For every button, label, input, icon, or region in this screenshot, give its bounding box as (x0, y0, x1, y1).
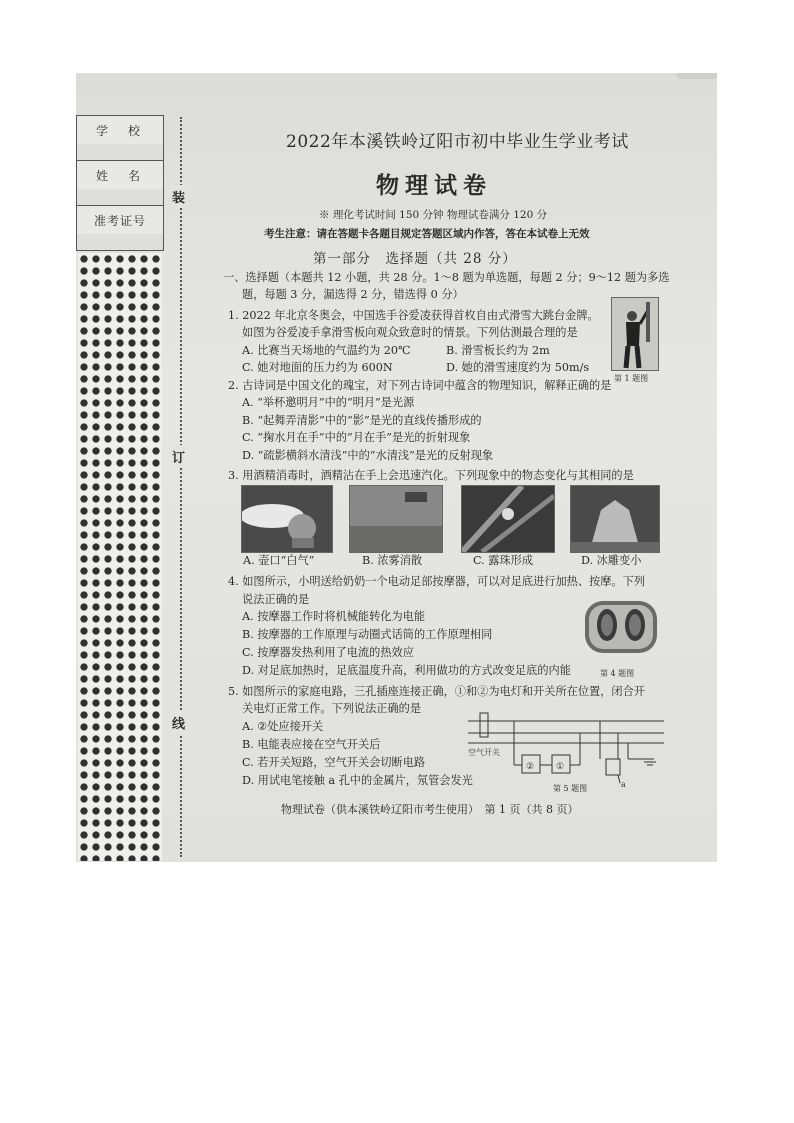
part-heading: 第一部分 选择题（共 28 分） (313, 251, 517, 267)
q4-option-a: A. 按摩器工作时将机械能转化为电能 (242, 610, 426, 623)
section-line-2: 题，每题 3 分，漏选得 2 分，错选得 0 分） (242, 288, 464, 301)
q5-option-d: D. 用试电笔接触 a 孔中的金属片，氖管会发光 (242, 774, 473, 787)
q1-stem-2: 如图为谷爱凌手拿滑雪板向观众致意时的情景。下列估测最合理的是 (242, 326, 578, 339)
q2-option-d: D. “疏影横斜水清浅”中的“水清浅”是光的反射现象 (242, 449, 494, 462)
exam-id-field (76, 234, 164, 251)
scanned-page (76, 73, 717, 862)
q5-stem-1: 5. 如图所示的家庭电路，三孔插座连接正确，①和②为电灯和开关所在位置，闭合开 (228, 685, 645, 698)
name-label-box (76, 160, 164, 190)
q3-option-d: D. 冰雕变小 (581, 554, 642, 567)
exam-subtitle: 物理试卷 (376, 172, 492, 199)
page-footer: 物理试卷（供本溪铁岭辽阳市考生使用） 第 1 页（共 8 页） (281, 803, 579, 816)
q4-option-d: D. 对足底加热时，足底温度升高，利用做功的方式改变足底的内能 (242, 664, 571, 677)
q2-option-a: A. “举杯邀明月”中的“明月”是光源 (242, 396, 415, 409)
q3-image-b-fog (349, 485, 443, 553)
binding-line (180, 117, 182, 857)
exam-id-label: 准考证号 (93, 213, 146, 228)
q5-option-a: A. ②处应接开关 (242, 720, 324, 733)
q2-option-c: C. “掬水月在手”中的“月在手”是光的折射现象 (242, 431, 471, 444)
school-label-box (76, 115, 164, 145)
q4-option-c: C. 按摩器发热利用了电流的热效应 (242, 646, 414, 659)
q1-option-b: B. 滑雪板长约为 2m (446, 344, 550, 357)
q5-option-b: B. 电能表应接在空气开关后 (242, 738, 381, 751)
q1-skier-photo (611, 297, 659, 371)
q3-stem: 3. 用酒精消毒时，酒精沾在手上会迅速汽化。下列现象中的物态变化与其相同的是 (228, 469, 634, 482)
q2-option-b: B. “起舞弄清影”中的“影”是光的直线传播形成的 (242, 414, 482, 427)
q1-option-d: D. 她的滑雪速度约为 50m/s (446, 361, 590, 374)
q4-caption: 第 4 题图 (600, 669, 635, 678)
q5-circuit-diagram (468, 709, 668, 789)
name-field (76, 189, 164, 206)
q4-stem-2: 说法正确的是 (242, 593, 310, 606)
q3-option-a: A. 壶口“白气” (243, 554, 315, 567)
section-line-1: 一、选择题（本题共 12 小题，共 28 分。1～8 题为单选题，每题 2 分；9～12 题为多选 (223, 271, 670, 284)
q4-option-b: B. 按摩器的工作原理与动圈式话筒的工作原理相同 (242, 628, 493, 641)
q1-stem-1: 1. 2022 年北京冬奥会，中国选手谷爱凌获得首枚自由式滑雪大跳台金牌。 (228, 309, 599, 322)
q5-stem-2: 关电灯正常工作。下列说法正确的是 (242, 702, 422, 715)
q5-option-c: C. 若开关短路，空气开关会切断电路 (242, 756, 426, 769)
security-pattern (78, 253, 162, 861)
school-field (76, 144, 164, 161)
q3-option-b: B. 浓雾消散 (362, 554, 423, 567)
q1-caption: 第 1 题图 (614, 374, 649, 383)
q5-position-2: ② (526, 762, 535, 772)
exam-info: ※ 理化考试时间 150 分钟 物理试卷满分 120 分 (319, 209, 548, 221)
q1-option-c: C. 她对地面的压力约为 600N (242, 361, 393, 374)
binding-mark-ding: 订 (172, 445, 185, 468)
q3-image-a-kettle (241, 485, 333, 553)
q2-stem: 2. 古诗词是中国文化的瑰宝，对下列古诗词中蕴含的物理知识，解释正确的是 (228, 379, 612, 392)
q3-option-c: C. 露珠形成 (473, 554, 534, 567)
exam-notice: 考生注意：请在答题卡各题目规定答题区域内作答，答在本试卷上无效 (264, 228, 590, 240)
name-label: 姓 名 (95, 168, 144, 183)
binding-mark-zhuang: 装 (172, 185, 185, 208)
q4-massager-image (581, 593, 661, 659)
exam-title: 2022年本溪铁岭辽阳市初中毕业生学业考试 (286, 132, 629, 152)
q5-hole-a-label: a (621, 780, 626, 789)
q5-air-switch-label: 空气开关 (468, 748, 500, 757)
exam-id-label-box (76, 205, 164, 235)
school-label: 学 校 (95, 123, 144, 138)
q3-image-d-ice (570, 485, 660, 553)
q5-position-1: ① (556, 762, 565, 772)
q5-caption: 第 5 题图 (553, 784, 588, 793)
q1-option-a: A. 比赛当天场地的气温约为 20℃ (242, 344, 411, 357)
binding-mark-xian: 线 (172, 711, 185, 734)
q3-image-c-dew (461, 485, 555, 553)
q4-stem-1: 4. 如图所示，小明送给奶奶一个电动足部按摩器，可以对足底进行加热、按摩。下列 (228, 575, 645, 588)
